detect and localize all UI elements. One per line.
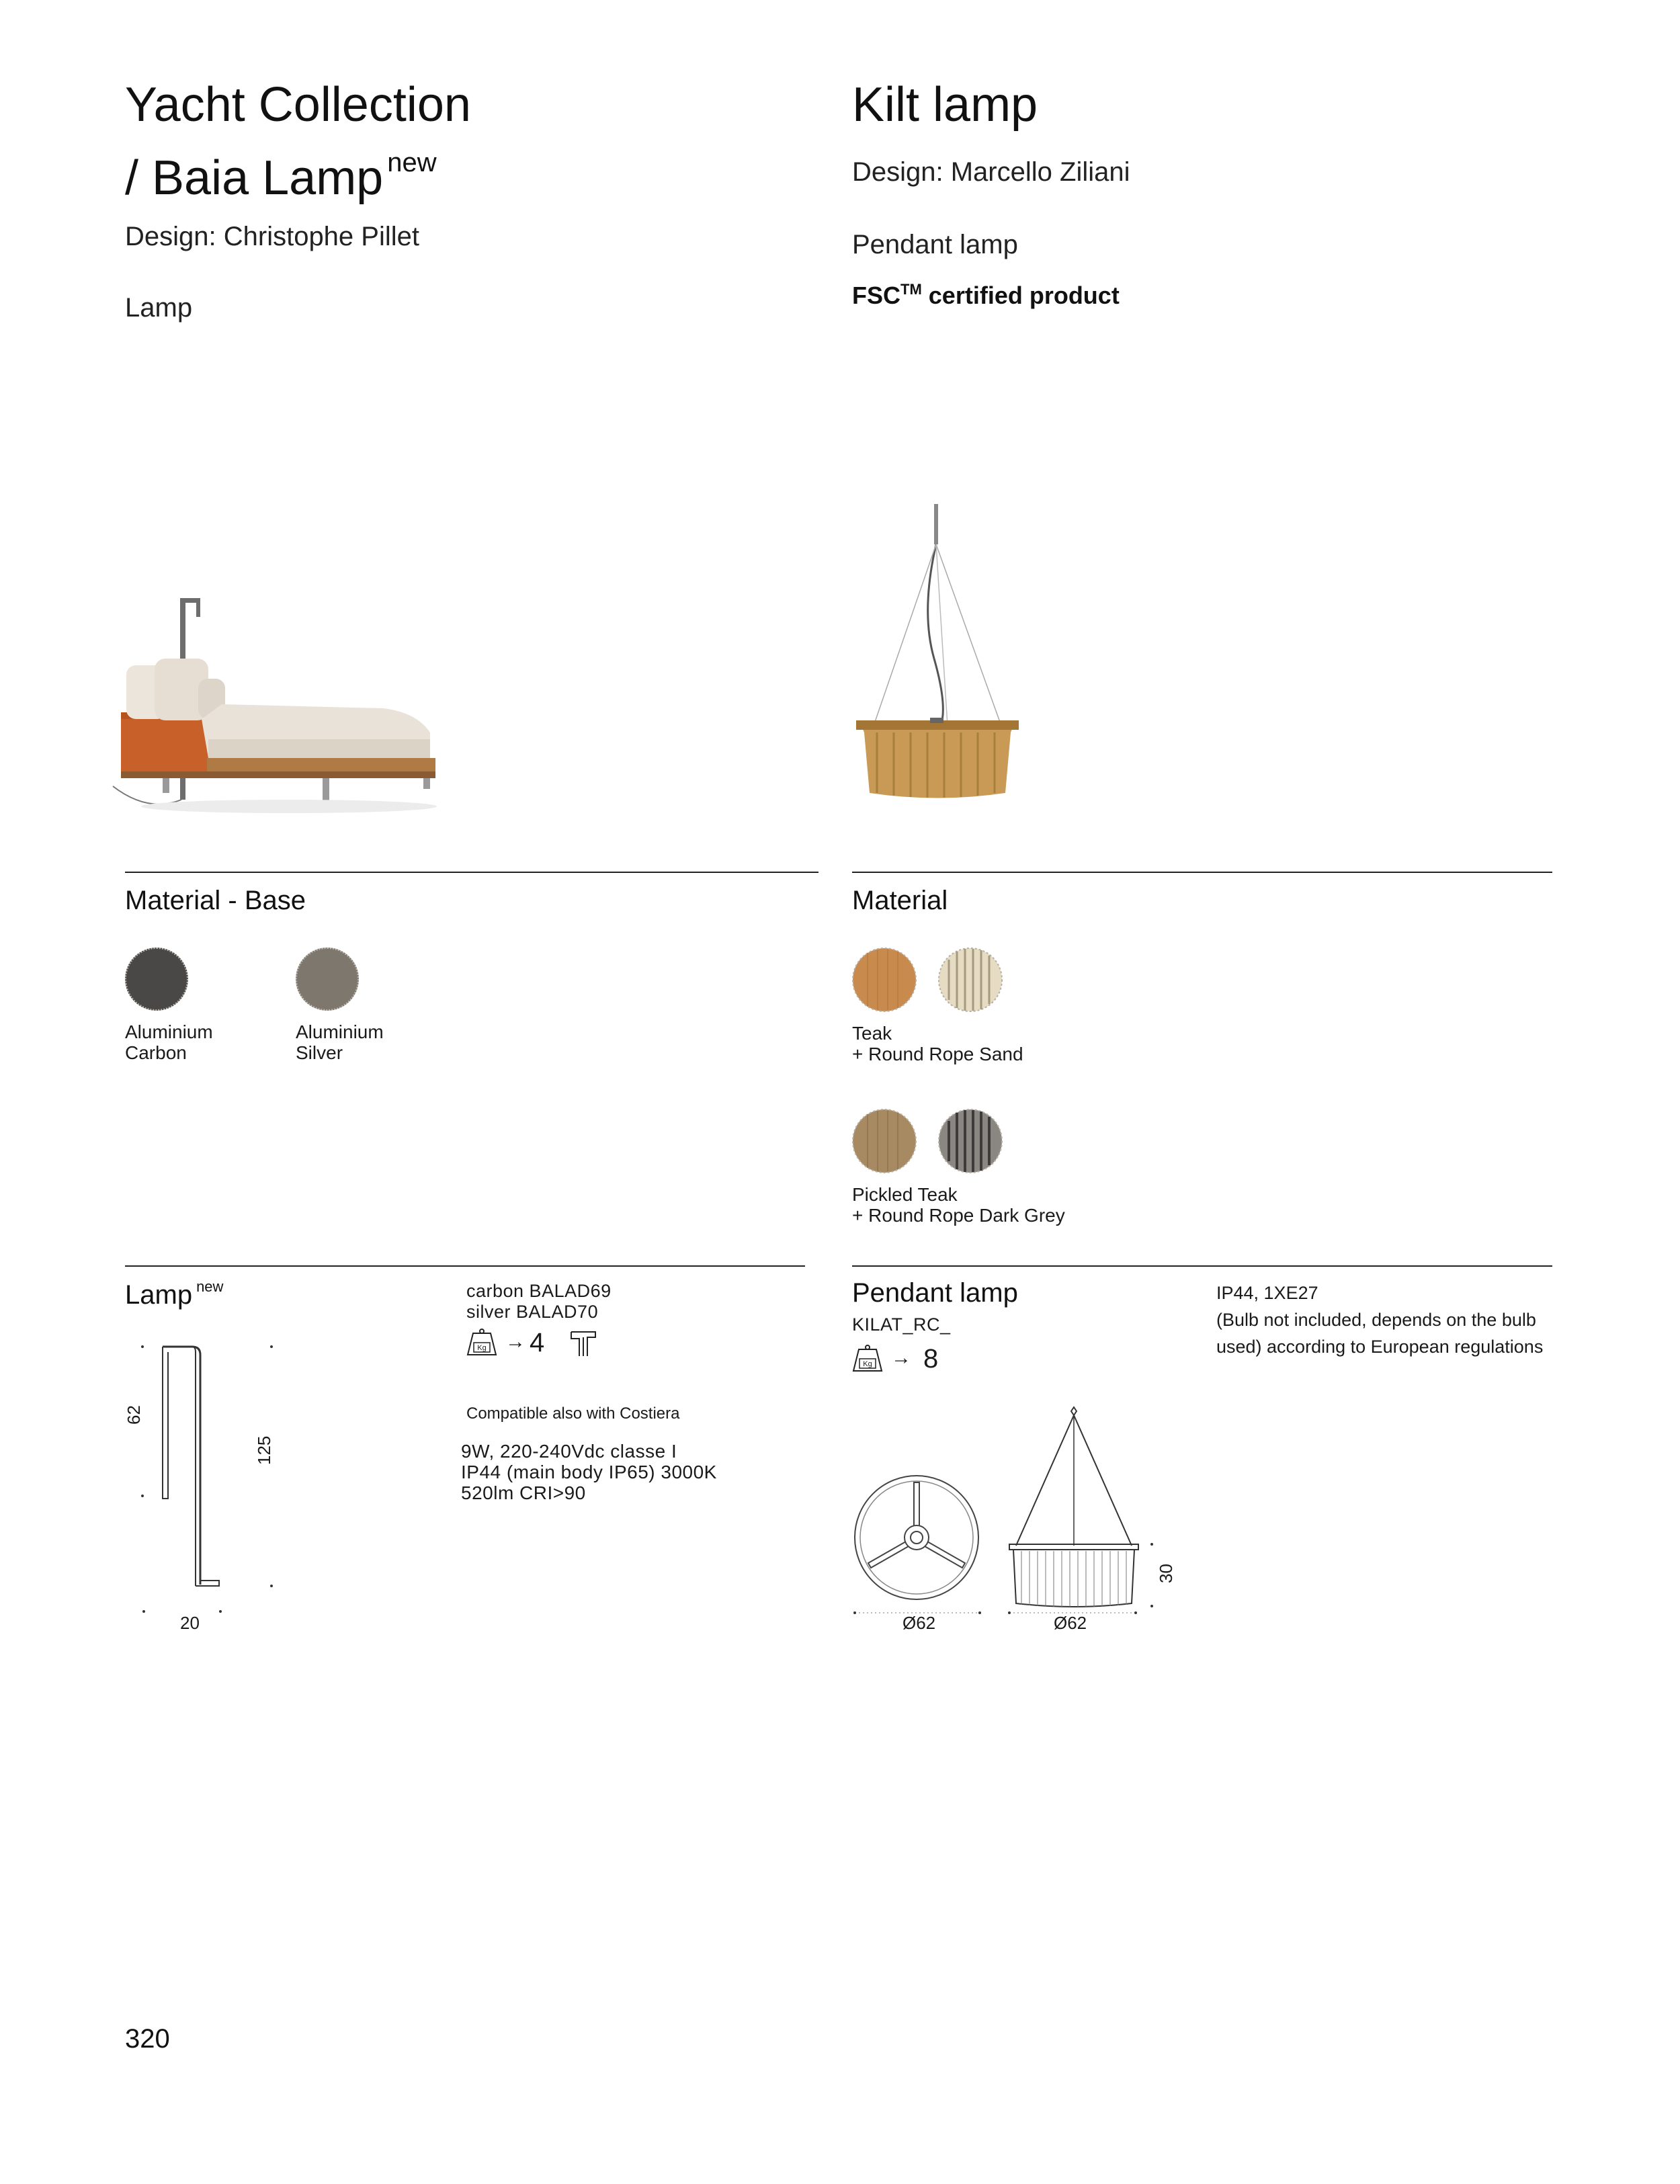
swatch-rope-sand	[937, 946, 1004, 1013]
right-category: Pendant lamp	[852, 230, 1018, 259]
fsc-tm: TM	[900, 281, 922, 298]
hammer-icon	[569, 1329, 598, 1359]
swatch-label-carbon-line1: Aluminium	[125, 1021, 213, 1042]
fsc-label	[852, 281, 1120, 310]
page-number: 320	[125, 2024, 170, 2054]
swatch-label-silver	[296, 1021, 384, 1063]
kilt-side-view-drawing	[1001, 1404, 1163, 1620]
fsc-rest: certified product	[928, 282, 1120, 309]
swatch-aluminium-silver	[296, 948, 359, 1011]
left-designer: Design: Christophe Pillet	[125, 222, 419, 251]
swatch-label-teak-line2: + Round Rope Sand	[852, 1044, 1023, 1064]
weight-icon-right-label: Kg	[863, 1360, 872, 1368]
swatch-label-carbon-line2: Carbon	[125, 1042, 187, 1063]
left-title-line1: Yacht Collection	[125, 78, 471, 132]
left-spec-new-badge: new	[196, 1278, 224, 1295]
right-spec-code: KILAT_RC_	[852, 1314, 951, 1335]
weight-value-right: 8	[923, 1344, 939, 1374]
tech-specs	[461, 1441, 717, 1503]
fsc-main: FSC	[852, 282, 900, 309]
tech-line1: 9W, 220-240Vdc classe I	[461, 1441, 677, 1462]
swatch-label-teak-line1: Teak	[852, 1023, 892, 1044]
weight-icon-label: Kg	[477, 1344, 487, 1352]
left-material-divider	[125, 872, 818, 873]
dim-height-kilt: 30	[1156, 1564, 1176, 1583]
kilt-lamp-photo	[847, 504, 1028, 806]
dim-width-dot-left	[142, 1610, 145, 1613]
lamp-technical-drawing	[125, 1337, 286, 1512]
swatch-label-pickled-line2: + Round Rope Dark Grey	[852, 1205, 1065, 1226]
right-spec-heading: Pendant lamp	[852, 1278, 1018, 1308]
swatch-label-teak	[852, 1023, 1023, 1064]
ip-rating: IP44, 1XE27	[1216, 1283, 1318, 1303]
left-spec-heading	[125, 1278, 223, 1310]
compat-note: Compatible also with Costiera	[466, 1404, 680, 1423]
swatch-teak	[851, 946, 918, 1013]
bulb-note-line1: (Bulb not included, depends on the bulb	[1216, 1310, 1536, 1330]
baia-lamp-photo	[108, 578, 457, 833]
swatch-rope-dark-grey	[937, 1107, 1004, 1175]
code-silver: silver BALAD70	[466, 1302, 599, 1322]
right-material-heading: Material	[852, 886, 948, 915]
right-spec-notes	[1216, 1279, 1543, 1360]
swatch-label-silver-line2: Silver	[296, 1042, 343, 1063]
new-badge: new	[387, 148, 437, 177]
weight-value: 4	[530, 1328, 545, 1357]
right-material-divider	[852, 872, 1552, 873]
swatch-pickled-teak	[851, 1107, 918, 1175]
weight-icon-right	[852, 1344, 883, 1374]
dim-width: 20	[180, 1613, 200, 1633]
dim-height-part: 62	[124, 1405, 144, 1425]
swatch-label-pickled-line1: Pickled Teak	[852, 1184, 958, 1205]
weight-icon	[466, 1328, 497, 1357]
lamp-drawing-base	[125, 1499, 286, 1599]
right-spec-divider	[852, 1265, 1552, 1267]
tech-line2: IP44 (main body IP65) 3000K	[461, 1462, 717, 1482]
swatch-label-carbon	[125, 1021, 213, 1063]
dim-diam-side: Ø62	[1054, 1613, 1087, 1633]
swatch-aluminium-carbon	[125, 948, 188, 1011]
left-title-line2	[125, 133, 437, 208]
swatch-label-silver-line1: Aluminium	[296, 1021, 384, 1042]
swatch-label-pickled-teak	[852, 1184, 1065, 1226]
right-title: Kilt lamp	[852, 78, 1038, 132]
bulb-note-line2: used) according to European regulations	[1216, 1337, 1544, 1357]
left-spec-codes	[466, 1281, 612, 1322]
dim-width-dot-right	[219, 1610, 222, 1613]
left-spec-divider	[125, 1265, 805, 1267]
left-title-text: / Baia Lamp	[125, 151, 384, 205]
tech-line3: 520lm CRI>90	[461, 1482, 586, 1503]
left-spec-heading-text: Lamp	[125, 1280, 193, 1310]
code-carbon: carbon BALAD69	[466, 1281, 612, 1301]
dim-height-total: 125	[254, 1435, 274, 1465]
left-material-heading: Material - Base	[125, 886, 306, 915]
weight-arrow: →	[505, 1331, 526, 1353]
dim-diam-top: Ø62	[902, 1613, 936, 1633]
right-designer: Design: Marcello Ziliani	[852, 157, 1130, 187]
kilt-top-view-drawing	[852, 1472, 986, 1620]
left-category: Lamp	[125, 293, 193, 323]
weight-arrow-right: →	[891, 1347, 911, 1369]
